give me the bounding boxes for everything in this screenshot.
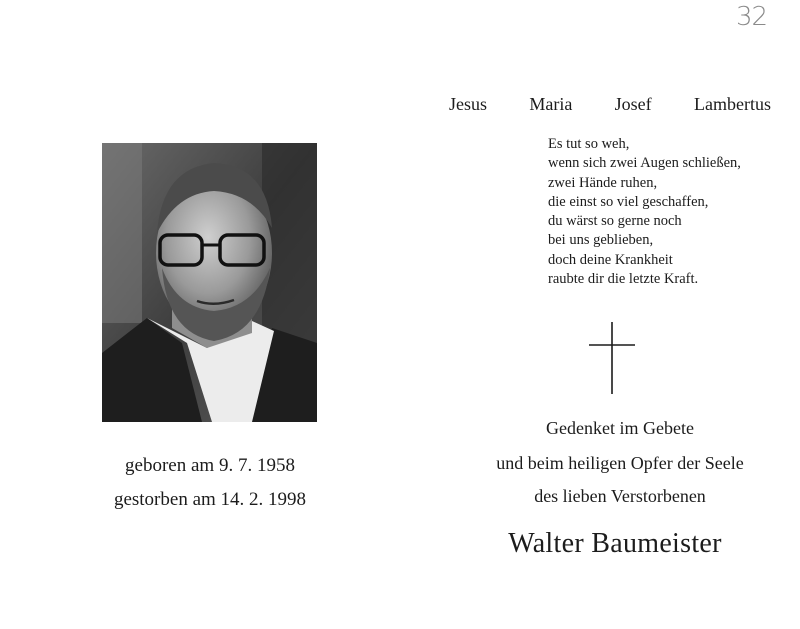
name-jesus: Jesus [449,94,488,114]
memorial-line-2: und beim heiligen Opfer der Seele [496,453,744,473]
poem-line: raubte dir die letzte Kraft. [548,271,699,288]
poem-line: die einst so viel geschaffen, [548,193,709,210]
name-josef: Josef [614,94,652,114]
name-maria: Maria [529,94,573,114]
names-row [449,94,771,115]
memorial-line-1: Gedenket im Gebete [546,418,694,438]
poem [548,135,741,289]
poem-line: Es tut so weh, [548,136,630,152]
page-number: 32 [736,2,768,32]
cross-icon [587,322,637,394]
portrait-photo [102,143,317,422]
name-lambertus: Lambertus [693,94,771,114]
deceased-name: Walter Baumeister [508,528,722,559]
death-date: gestorben am 14. 2. 1998 [113,489,307,510]
poem-line: zwei Hände ruhen, [548,174,658,191]
poem-line: bei uns geblieben, [548,232,654,249]
poem-line: doch deine Krankheit [548,251,673,268]
memorial-line-3: des lieben Verstorbenen [534,486,706,506]
birth-date: geboren am 9. 7. 1958 [125,455,295,476]
portrait-icon [102,143,317,422]
poem-line: wenn sich zwei Augen schließen, [548,155,741,172]
poem-line: du wärst so gerne noch [548,213,682,230]
